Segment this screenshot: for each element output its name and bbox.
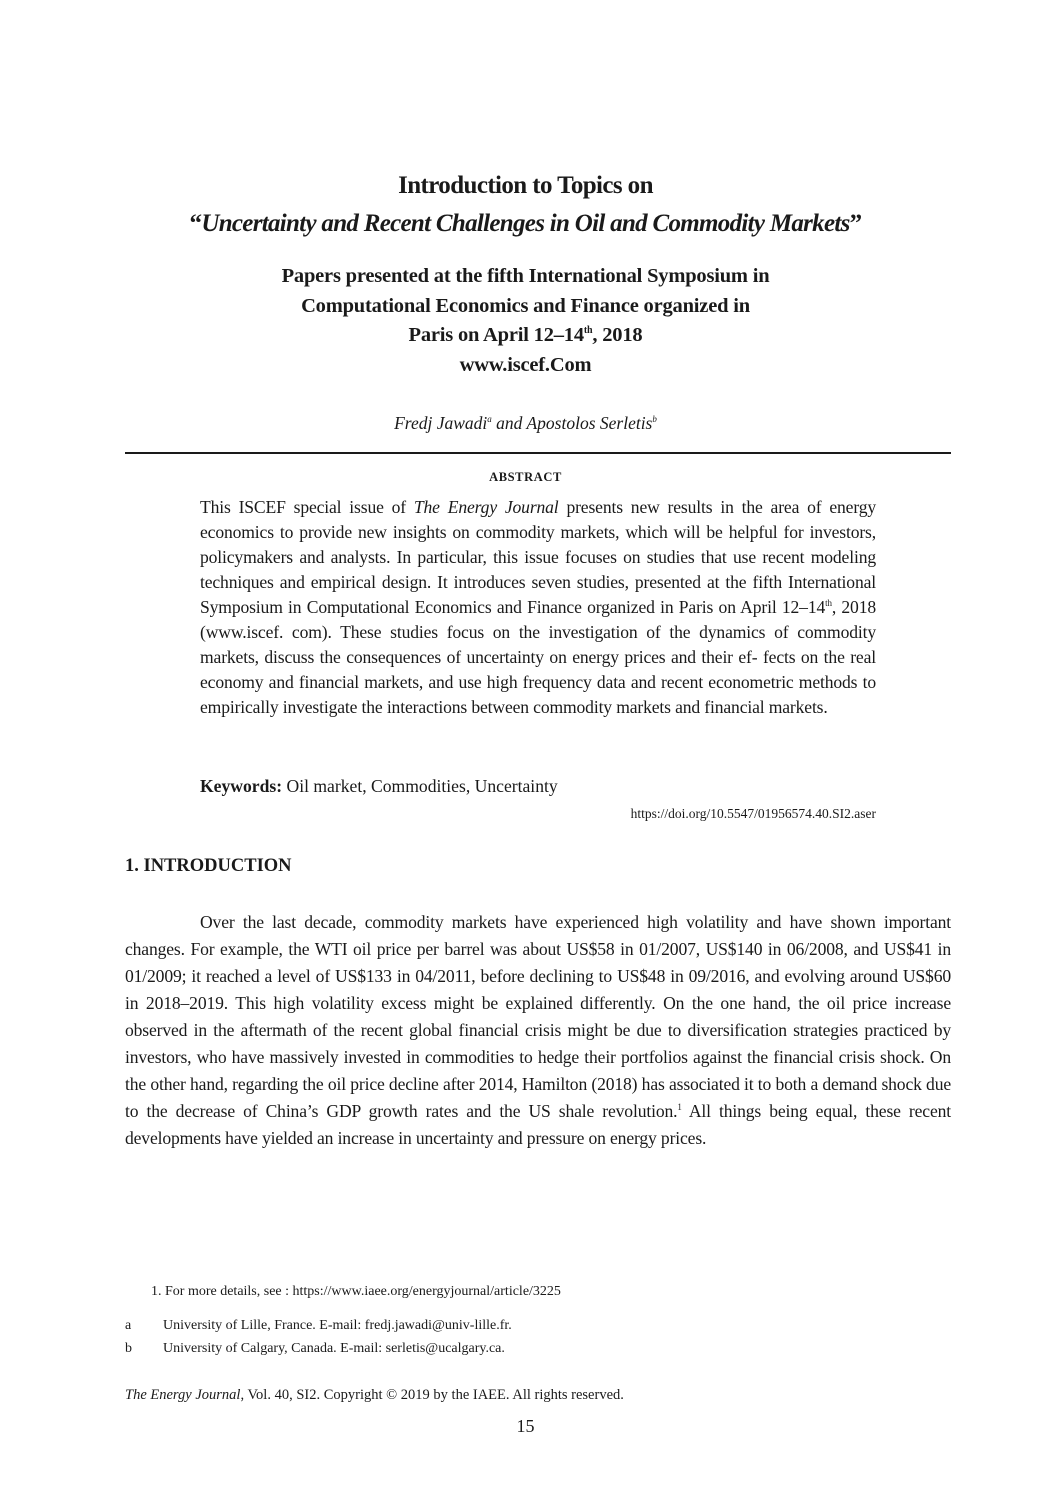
abstract-heading: ABSTRACT	[489, 470, 562, 484]
affiliation-marker: a	[487, 414, 492, 424]
footnote-1: 1. For more details, see : https://www.iaee.org/energyjournal/article/3225	[151, 1284, 561, 1299]
subtitle-website-link[interactable]: www.iscef.Com	[459, 353, 592, 376]
affiliation-b	[125, 1341, 505, 1357]
author-connector: and	[491, 413, 527, 433]
ordinal-superscript: th	[583, 325, 593, 336]
affiliation-label: a	[125, 1318, 132, 1333]
paper-subtitle	[0, 262, 1051, 380]
topic-title-italic: Uncertainty and Recent Challenges in Oil and Commodity Markets	[201, 210, 850, 237]
affiliation-text: University of Lille, France. E-mail: fredj.jawadi@univ-lille.fr.	[163, 1318, 512, 1333]
journal-info: , Vol. 40, SI2. Copyright © 2019 by the IAEE. All rights reserved.	[240, 1387, 624, 1403]
introduction-paragraph	[125, 909, 951, 1152]
abstract-text-part: presents new results in the area of energy economics to provide new insights on commodity markets, which will be helpful for investors, policymakers and analysts. In particular, this issue focuses on studies that use recent modeling techniques and empirical design. It introduces seven studies, presented at the fifth International Symposium in Computational Economics and Finance organized in Paris on April 12–14	[200, 497, 877, 617]
paper-title-topic	[0, 210, 1051, 238]
affiliation-a	[125, 1318, 512, 1334]
journal-citation	[125, 1387, 624, 1404]
subtitle-line-3	[0, 321, 1051, 351]
open-quote: “	[189, 210, 202, 237]
paper-title: Introduction to Topics on	[398, 172, 653, 199]
subtitle-year: , 2018	[592, 324, 643, 346]
header-divider	[125, 452, 951, 454]
author-name: Fredj Jawadi	[394, 413, 488, 433]
footnote-reference[interactable]: 1	[677, 1102, 682, 1112]
subtitle-line-1: Papers presented at the fifth International Symposium in	[281, 265, 770, 287]
ordinal-superscript: th	[825, 598, 832, 608]
keywords-value: Oil market, Commodities, Uncertainty	[282, 776, 558, 796]
keywords	[200, 776, 558, 797]
affiliation-text: University of Calgary, Canada. E-mail: serletis@ucalgary.ca.	[163, 1341, 505, 1356]
subtitle-line-2: Computational Economics and Finance organized in	[301, 294, 750, 317]
paragraph-text: All things being equal, these recent developments have yielded an increase in uncertainty and pressure on energy prices.	[125, 1101, 951, 1148]
doi-link[interactable]: https://doi.org/10.5547/01956574.40.SI2.aser	[630, 806, 876, 821]
journal-name: The Energy Journal	[125, 1387, 241, 1403]
subtitle-date: Paris on April 12–14	[408, 324, 584, 346]
affiliation-label: b	[125, 1341, 132, 1356]
abstract-text	[200, 495, 876, 720]
keywords-label: Keywords:	[200, 776, 283, 796]
abstract-text-part: This ISCEF special issue of	[200, 497, 414, 517]
abstract-text-part: , 2018 (www.iscef. com). These studies focus on the investigation of the dynamics of commodity markets, discuss the consequences of uncertainty on energy prices and their ef- fects on the real economy and financial markets, and use high frequency data and recent econometric methods to empirically investigate the interactions between commodity markets and financial markets.	[200, 597, 876, 717]
affiliation-marker: b	[652, 414, 657, 424]
paragraph-text: Over the last decade, commodity markets have experienced high volatility and have shown important changes. For example, the WTI oil price per barrel was about US$58 in 01/2007, US$140 in 06/2008, and US$41 in 01/2009; it reached a level of US$133 in 04/2011, before declining to US$48 in 09/2016, and evolving around US$60 in 2018–2019. This high volatility excess might be explained differently. On the one hand, the oil price increase observed in the aftermath of the recent global financial crisis might be due to diversification strategies practiced by investors, who have massively invested in commodities to hedge their portfolios against the financial crisis shock. On the other hand, regarding the oil price decline after 2014, Hamilton (2018) has associated it to both a demand shock due to the decrease of China’s GDP growth rates and the US shale revolution.	[125, 912, 951, 1121]
journal-name: The Energy Journal	[413, 497, 559, 517]
author-name: Apostolos Serletis	[526, 413, 653, 433]
author-list	[0, 413, 1051, 434]
close-quote: ”	[849, 210, 862, 237]
page-number: 15	[516, 1416, 535, 1436]
section-heading: 1. INTRODUCTION	[125, 856, 292, 876]
